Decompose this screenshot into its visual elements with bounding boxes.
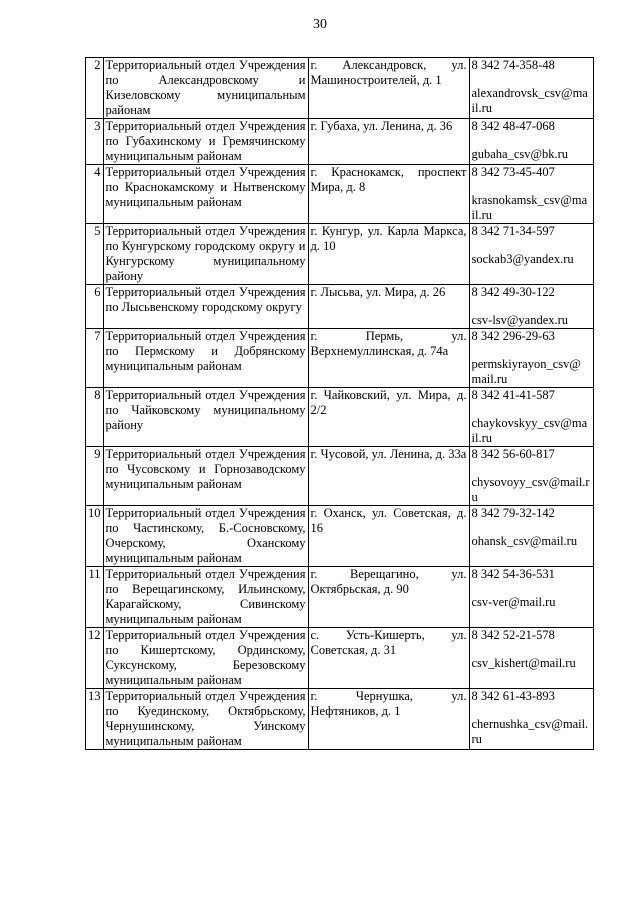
organization-cell: Территориальный отдел Учреждения по Кунгурскому городскому округу и Кунгурскому муниципальному району [103,224,308,285]
address-cell: с. Усть-Кишерть, ул. Советская, д. 31 [308,628,469,689]
phone-number: 8 342 79-32-142 [471,506,555,520]
table-body [86,58,594,750]
phone-number: 8 342 48-47-068 [471,119,555,133]
table-row [86,628,594,689]
organization-cell: Территориальный отдел Учреждения по Куединскому, Октябрьскому, Чернушинскому, Уинскому муниципальным районам [103,689,308,750]
row-number: 8 [86,388,104,447]
row-number: 6 [86,285,104,329]
address-cell: г. Чусовой, ул. Ленина, д. 33а [308,447,469,506]
organization-cell: Территориальный отдел Учреждения по Губахинскому и Гремячинскому муниципальным районам [103,119,308,165]
organization-cell: Территориальный отдел Учреждения по Кишертскому, Ординскому, Суксунскому, Березовскому муниципальным районам [103,628,308,689]
phone-number: 8 342 56-60-817 [471,447,555,461]
row-number: 4 [86,165,104,224]
branches-table [85,57,594,750]
email-address[interactable]: csv-ver@mail.ru [471,595,556,609]
table-row [86,285,594,329]
contact-cell [469,165,593,224]
table-row [86,58,594,119]
contact-cell [469,388,593,447]
row-number: 11 [86,567,104,628]
contact-cell [469,58,593,119]
row-number: 5 [86,224,104,285]
row-number: 3 [86,119,104,165]
email-address[interactable]: chaykovskyy_csv@mail.ru [471,416,588,445]
address-cell: г. Краснокамск, проспект Мира, д. 8 [308,165,469,224]
email-address[interactable]: gubaha_csv@bk.ru [471,147,569,161]
address-cell: г. Лысьва, ул. Мира, д. 26 [308,285,469,329]
address-cell: г. Александровск, ул. Машиностроителей, д. 1 [308,58,469,119]
table-row [86,329,594,388]
row-number: 7 [86,329,104,388]
table-row [86,165,594,224]
phone-number: 8 342 296-29-63 [471,329,555,343]
page-number: 30 [313,17,327,32]
address-cell: г. Верещагино, ул. Октябрьская, д. 90 [308,567,469,628]
phone-number: 8 342 73-45-407 [471,165,555,179]
table-row [86,388,594,447]
phone-number: 8 342 41-41-587 [471,388,555,402]
contact-cell [469,689,593,750]
contact-cell [469,447,593,506]
email-address[interactable]: krasnokamsk_csv@mail.ru [471,193,588,222]
email-address[interactable]: alexandrovsk_csv@mail.ru [471,86,588,115]
row-number: 12 [86,628,104,689]
phone-number: 8 342 49-30-122 [471,285,555,299]
contact-cell [469,329,593,388]
contact-cell [469,119,593,165]
contact-cell [469,628,593,689]
organization-cell: Территориальный отдел Учреждения по Чайковскому муниципальному району [103,388,308,447]
contact-cell [469,506,593,567]
row-number: 10 [86,506,104,567]
table-row [86,447,594,506]
row-number: 13 [86,689,104,750]
address-cell: г. Губаха, ул. Ленина, д. 36 [308,119,469,165]
table-row [86,567,594,628]
address-cell: г. Оханск, ул. Советская, д. 16 [308,506,469,567]
row-number: 9 [86,447,104,506]
organization-cell: Территориальный отдел Учреждения по Лысьвенскому городскому округу [103,285,308,329]
organization-cell: Территориальный отдел Учреждения по Чусовскому и Горнозаводскому муниципальным районам [103,447,308,506]
email-address[interactable]: chysovoyy_csv@mail.ru [471,475,590,504]
email-address[interactable]: ohansk_csv@mail.ru [471,534,578,548]
email-address[interactable]: chernushka_csv@mail.ru [471,717,589,746]
table-row [86,119,594,165]
phone-number: 8 342 71-34-597 [471,224,555,238]
row-number: 2 [86,58,104,119]
email-address[interactable]: csv_kishert@mail.ru [471,656,576,670]
contact-cell [469,285,593,329]
email-address[interactable]: permskiyrayon_csv@mail.ru [471,357,581,386]
address-cell: г. Чернушка, ул. Нефтяников, д. 1 [308,689,469,750]
email-address[interactable]: csv-lsv@yandex.ru [471,313,569,327]
email-address[interactable]: sockab3@yandex.ru [471,252,574,266]
phone-number: 8 342 61-43-893 [471,689,555,703]
table-row [86,689,594,750]
address-cell: г. Кунгур, ул. Карла Маркса, д. 10 [308,224,469,285]
contact-cell [469,224,593,285]
address-cell: г. Чайковский, ул. Мира, д. 2/2 [308,388,469,447]
organization-cell: Территориальный отдел Учреждения по Верещагинскому, Ильинскому, Карагайскому, Сивинскому муниципальным районам [103,567,308,628]
address-cell: г. Пермь, ул. Верхнемуллинская, д. 74а [308,329,469,388]
contact-cell [469,567,593,628]
phone-number: 8 342 52-21-578 [471,628,555,642]
organization-cell: Территориальный отдел Учреждения по Александровскому и Кизеловскому муниципальным районам [103,58,308,119]
organization-cell: Территориальный отдел Учреждения по Частинскому, Б.-Сосновскому, Очерскому, Оханскому муниципальным районам [103,506,308,567]
organization-cell: Территориальный отдел Учреждения по Краснокамскому и Нытвенскому муниципальным районам [103,165,308,224]
phone-number: 8 342 74-358-48 [471,58,555,72]
organization-cell: Территориальный отдел Учреждения по Пермскому и Добрянскому муниципальным районам [103,329,308,388]
table-row [86,506,594,567]
phone-number: 8 342 54-36-531 [471,567,555,581]
table-row [86,224,594,285]
